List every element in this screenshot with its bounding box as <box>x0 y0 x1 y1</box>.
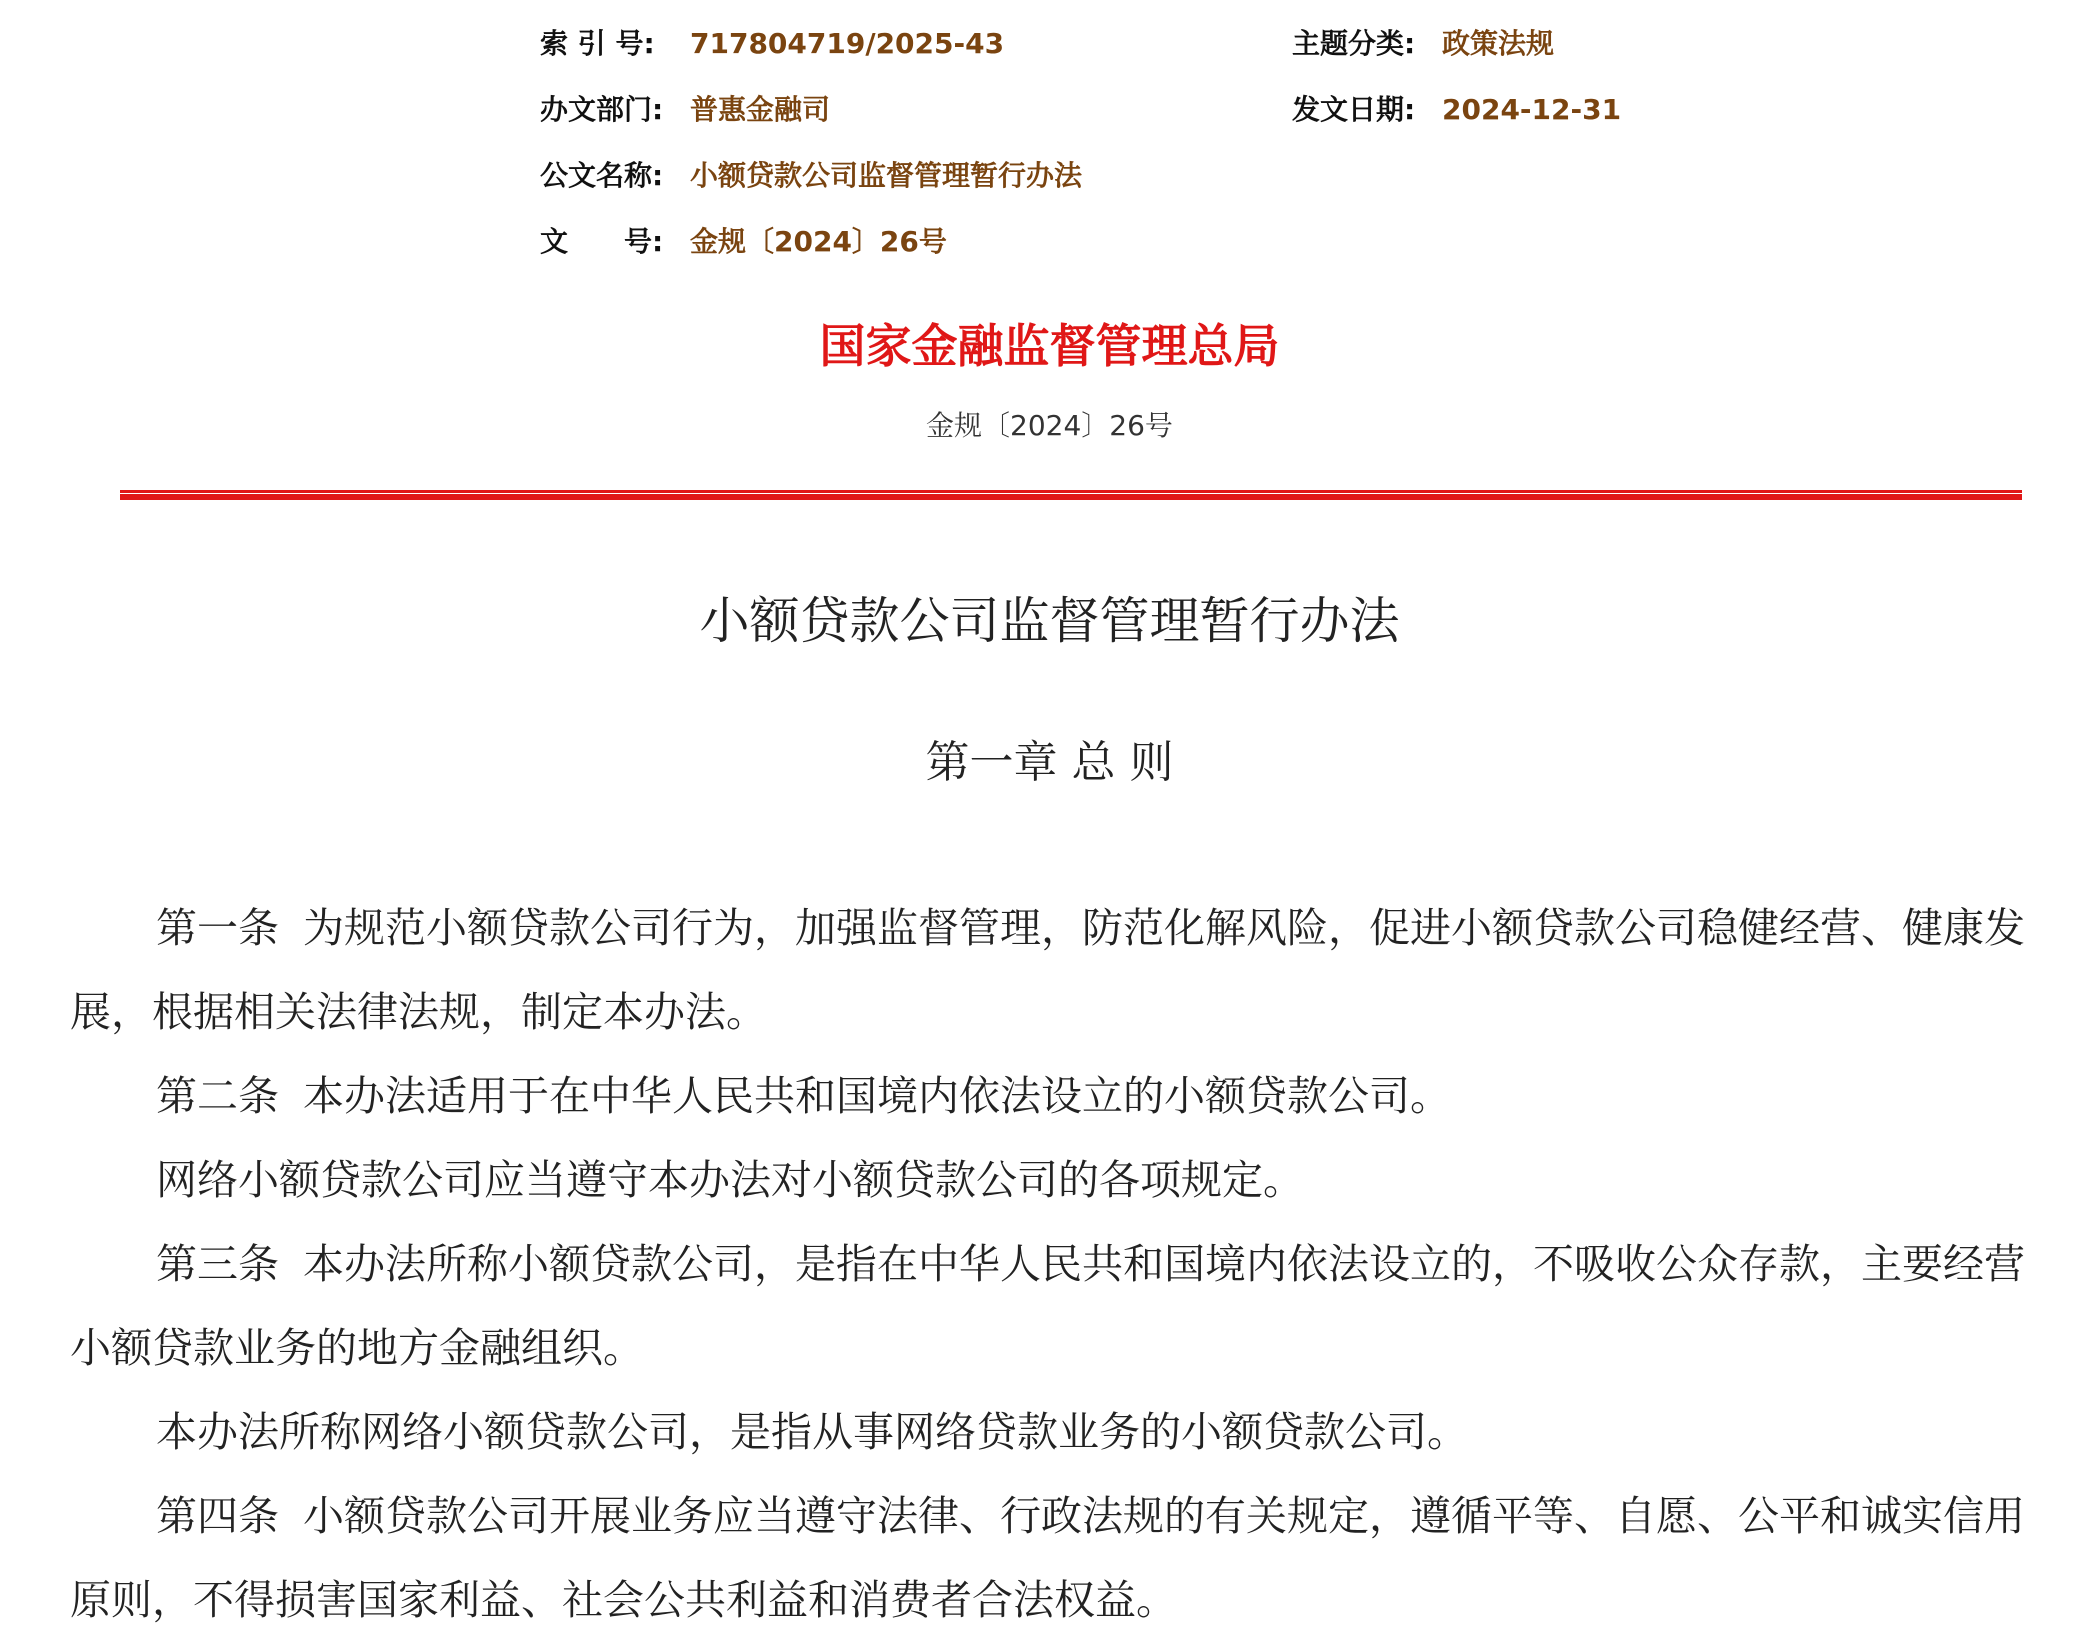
article-text: 本办法所称网络小额贷款公司，是指从事网络贷款业务的小额贷款公司。 <box>156 1408 1468 1456</box>
meta-topic-value: 政策法规 <box>1442 27 1555 60</box>
article-paragraph <box>70 1390 2036 1474</box>
red-divider-thin <box>120 490 2022 493</box>
article-paragraph <box>70 1222 2036 1390</box>
article-text: 网络小额贷款公司应当遵守本办法对小额贷款公司的各项规定。 <box>156 1156 1304 1204</box>
article-label: 第三条 <box>156 1240 279 1288</box>
meta-topic-label: 主题分类: <box>1292 27 1416 60</box>
article-label: 第二条 <box>156 1072 279 1120</box>
chapter-heading: 第一章 总 则 <box>925 737 1174 788</box>
article-label: 第一条 <box>156 904 279 952</box>
meta-date-value: 2024-12-31 <box>1442 93 1622 126</box>
red-divider-thick <box>120 494 2022 500</box>
article-text: 本办法适用于在中华人民共和国境内依法设立的小额贷款公司。 <box>303 1072 1451 1120</box>
meta-name-value: 小额贷款公司监督管理暂行办法 <box>690 159 1083 192</box>
document-title: 小额贷款公司监督管理暂行办法 <box>699 592 1400 650</box>
article-label: 第四条 <box>156 1492 279 1540</box>
article-paragraph <box>70 1474 2036 1642</box>
issuing-agency: 国家金融监督管理总局 <box>819 319 1280 373</box>
meta-name-row <box>540 158 1540 198</box>
meta-dept-row <box>540 92 1240 132</box>
article-paragraph <box>70 1054 2036 1138</box>
meta-dept-label: 办文部门: <box>540 93 664 126</box>
meta-number-value: 金规〔2024〕26号 <box>690 225 947 258</box>
meta-number-label: 文 号: <box>540 225 664 258</box>
meta-number-row <box>540 224 1540 264</box>
meta-date-label: 发文日期: <box>1292 93 1416 126</box>
meta-index-label: 索 引 号: <box>540 27 655 60</box>
meta-name-label: 公文名称: <box>540 159 664 192</box>
document-number: 金规〔2024〕26号 <box>926 409 1173 442</box>
article-text: 小额贷款公司开展业务应当遵守法律、行政法规的有关规定，遵循平等、自愿、公平和诚实信用原则，不得损害国家利益、社会公共利益和消费者合法权益。 <box>70 1492 2025 1624</box>
meta-dept-value: 普惠金融司 <box>690 93 831 126</box>
article-paragraph <box>70 1138 2036 1222</box>
article-paragraph <box>70 886 2036 1054</box>
article-text: 为规范小额贷款公司行为，加强监督管理，防范化解风险，促进小额贷款公司稳健经营、健康发展，根据相关法律法规，制定本办法。 <box>70 904 2025 1036</box>
meta-topic-row <box>1292 26 1792 66</box>
meta-index-value: 717804719/2025-43 <box>690 27 1005 60</box>
meta-date-row <box>1292 92 1792 132</box>
article-text: 本办法所称小额贷款公司，是指在中华人民共和国境内依法设立的，不吸收公众存款，主要经营小额贷款业务的地方金融组织。 <box>70 1240 2025 1372</box>
